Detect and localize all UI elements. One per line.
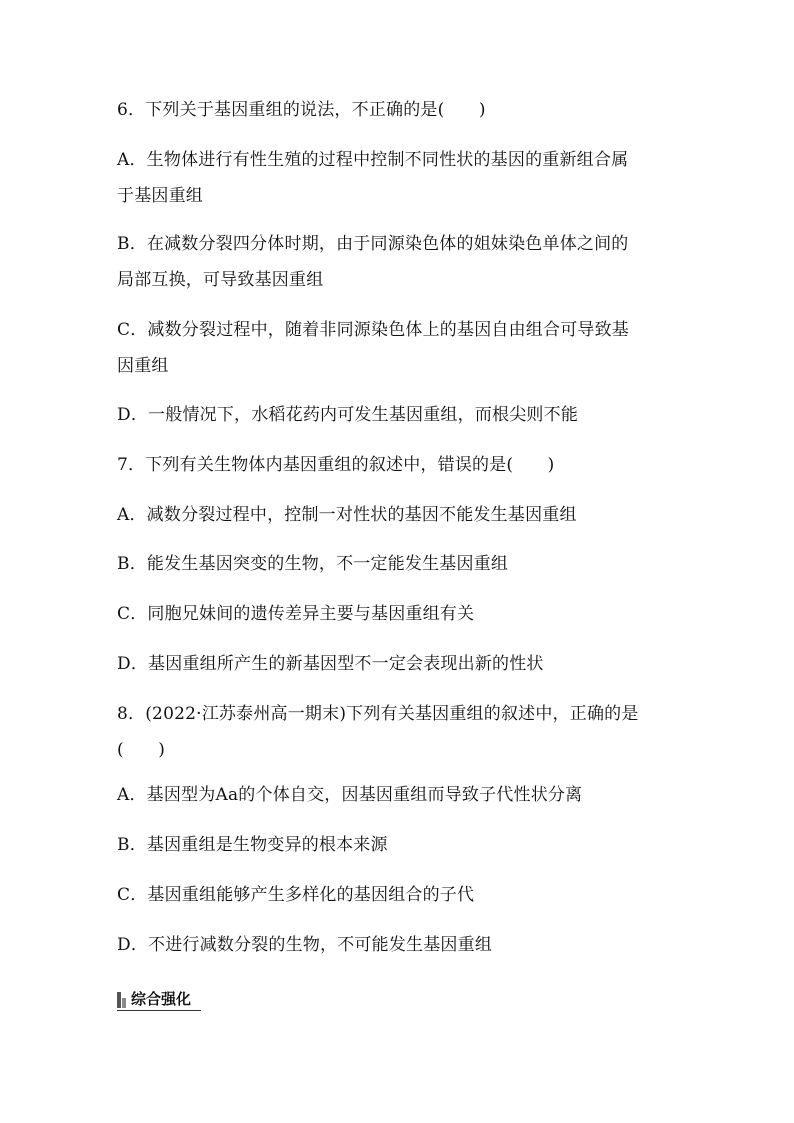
question-7-option-b: B．能发生基因突变的生物，不一定能发生基因重组 — [117, 554, 509, 574]
question-6-stem: 6．下列关于基因重组的说法，不正确的是( ) — [117, 100, 486, 120]
question-7-option-a: A．减数分裂过程中，控制一对性状的基因不能发生基因重组 — [117, 505, 577, 525]
question-6-option-d: D．一般情况下，水稻花药内可发生基因重组，而根尖则不能 — [117, 405, 579, 425]
question-8-option-b: B．基因重组是生物变异的根本来源 — [117, 835, 388, 855]
question-7-stem: 7．下列有关生物体内基因重组的叙述中，错误的是( ) — [117, 455, 555, 475]
question-8-option-c: C．基因重组能够产生多样化的基因组合的子代 — [117, 885, 475, 905]
question-6-option-c-line-2: 因重组 — [117, 356, 169, 376]
question-8-option-a: A．基因型为Aa的个体自交，因基因重组而导致子代性状分离 — [117, 785, 583, 805]
question-6-option-a-line-2: 于基因重组 — [117, 186, 203, 206]
question-6-option-c-line-1: C．减数分裂过程中，随着非同源染色体上的基因自由组合可导致基 — [117, 320, 630, 340]
section-title: 综合强化 — [131, 990, 192, 1008]
question-6-option-b-line-2: 局部互换，可导致基因重组 — [117, 270, 324, 290]
question-8-option-d: D．不进行减数分裂的生物，不可能发生基因重组 — [117, 935, 493, 955]
question-8-stem-line-2: ( ) — [117, 740, 166, 760]
question-6-option-a-line-1: A．生物体进行有性生殖的过程中控制不同性状的基因的重新组合属 — [117, 150, 629, 170]
question-7-option-c: C．同胞兄妹间的遗传差异主要与基因重组有关 — [117, 604, 475, 624]
section-header — [117, 988, 201, 1011]
question-7-option-d: D．基因重组所产生的新基因型不一定会表现出新的性状 — [117, 654, 544, 674]
question-8-stem-line-1: 8．(2022·江苏泰州高一期末)下列有关基因重组的叙述中，正确的是 — [117, 704, 639, 724]
section-marker-icon — [117, 992, 126, 1008]
question-6-option-b-line-1: B．在减数分裂四分体时期，由于同源染色体的姐妹染色单体之间的 — [117, 234, 629, 254]
